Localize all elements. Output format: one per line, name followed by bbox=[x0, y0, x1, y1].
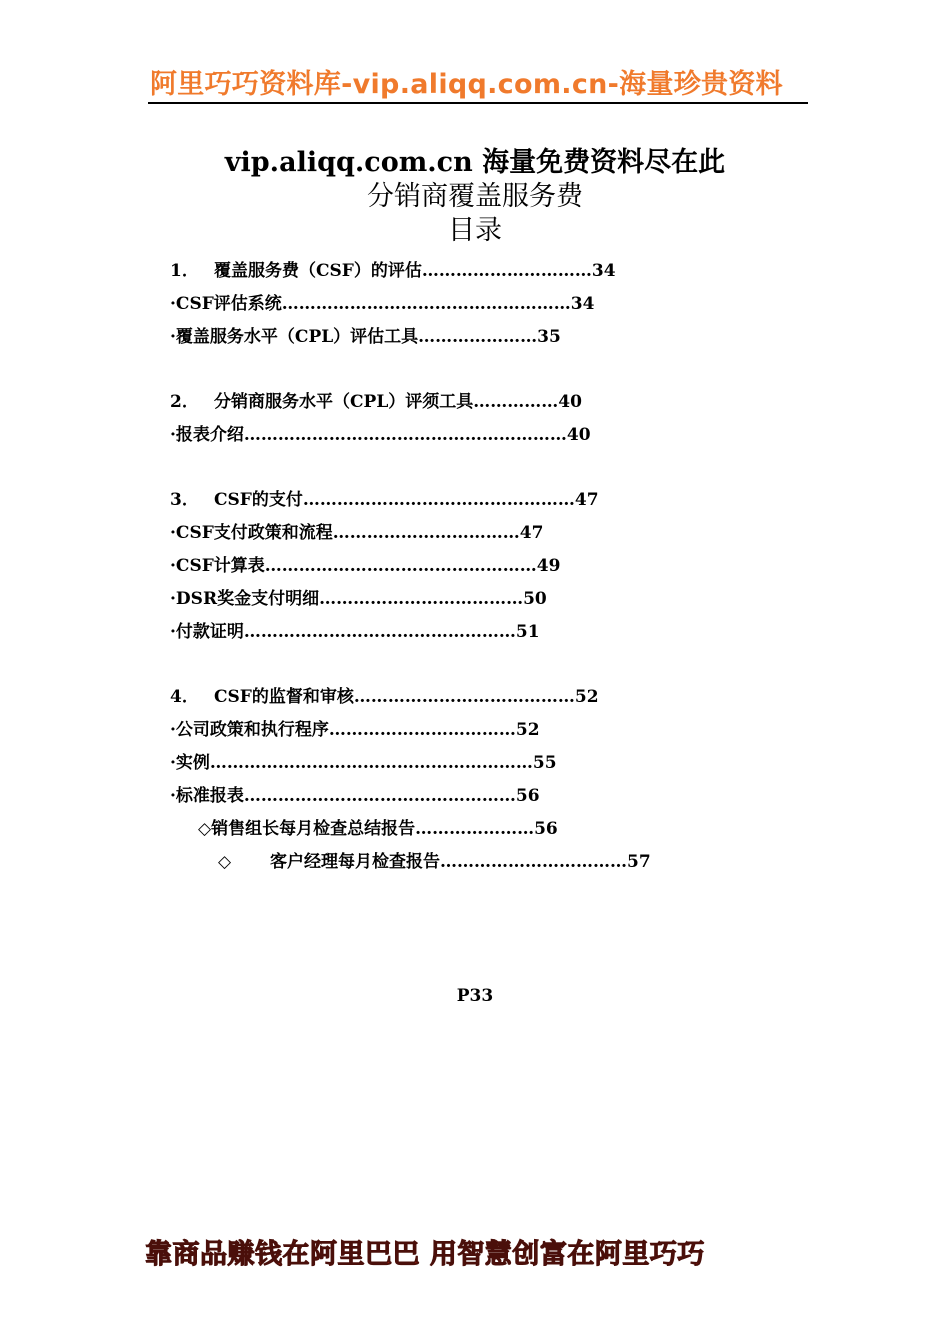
toc-item[interactable]: ·CSF评估系统……………………………………………34 bbox=[170, 294, 595, 314]
toc-item[interactable]: ·报表介绍…………………………………………………40 bbox=[170, 425, 591, 445]
title-block bbox=[0, 146, 950, 248]
toc-gap bbox=[170, 357, 770, 389]
toc-section-3[interactable] bbox=[170, 487, 770, 520]
footer-banner: 靠商品赚钱在阿里巴巴 用智慧创富在阿里巧巧 bbox=[145, 1239, 705, 1270]
toc-section-number: 1． bbox=[170, 261, 199, 281]
page-number: P33 bbox=[456, 986, 494, 1006]
toc-section-1[interactable] bbox=[170, 258, 770, 291]
toc-gap bbox=[170, 652, 770, 684]
toc-section-4[interactable] bbox=[170, 684, 770, 717]
toc-entry-text: 客户经理每月检查报告……………………………57 bbox=[270, 852, 651, 872]
site-slogan: vip.aliqq.com.cn 海量免费资料尽在此 bbox=[224, 147, 726, 178]
toc-item[interactable]: ·公司政策和执行程序……………………………52 bbox=[170, 720, 540, 740]
toc-item[interactable]: ·CSF支付政策和流程……………………………47 bbox=[170, 523, 544, 543]
diamond-icon: ◇ bbox=[218, 852, 232, 872]
toc-section-2[interactable] bbox=[170, 389, 770, 422]
toc-entry-text: CSF的支付…………………………………………47 bbox=[214, 490, 599, 510]
toc-entry-text: 分销商服务水平（CPL）评须工具……………40 bbox=[214, 392, 582, 412]
toc-heading: 目录 bbox=[448, 215, 502, 246]
document-title: 分销商覆盖服务费 bbox=[367, 181, 583, 212]
toc-subitem[interactable]: ◇销售组长每月检查总结报告…………………56 bbox=[198, 819, 558, 839]
toc-subitem[interactable] bbox=[170, 849, 770, 882]
header-banner-text: 阿里巧巧资料库-vip.aliqq.com.cn-海量珍贵资料 bbox=[150, 69, 783, 100]
toc-item[interactable]: ·DSR奖金支付明细………………………………50 bbox=[170, 589, 547, 609]
toc-item[interactable]: ·付款证明…………………………………………51 bbox=[170, 622, 540, 642]
toc-entry-text: 覆盖服务费（CSF）的评估…………………………34 bbox=[214, 261, 616, 281]
toc-item[interactable]: ·标准报表…………………………………………56 bbox=[170, 786, 540, 806]
toc-item[interactable]: ·CSF计算表…………………………………………49 bbox=[170, 556, 561, 576]
header-banner bbox=[148, 62, 808, 104]
toc-section-number: 4． bbox=[170, 687, 199, 707]
toc-item[interactable]: ·实例…………………………………………………55 bbox=[170, 753, 557, 773]
toc-section-number: 2． bbox=[170, 392, 199, 412]
table-of-contents bbox=[170, 258, 770, 882]
toc-item[interactable]: ·覆盖服务水平（CPL）评估工具…………………35 bbox=[170, 327, 561, 347]
toc-section-number: 3． bbox=[170, 490, 199, 510]
toc-entry-text: CSF的监督和审核…………………………………52 bbox=[214, 687, 599, 707]
toc-gap bbox=[170, 455, 770, 487]
